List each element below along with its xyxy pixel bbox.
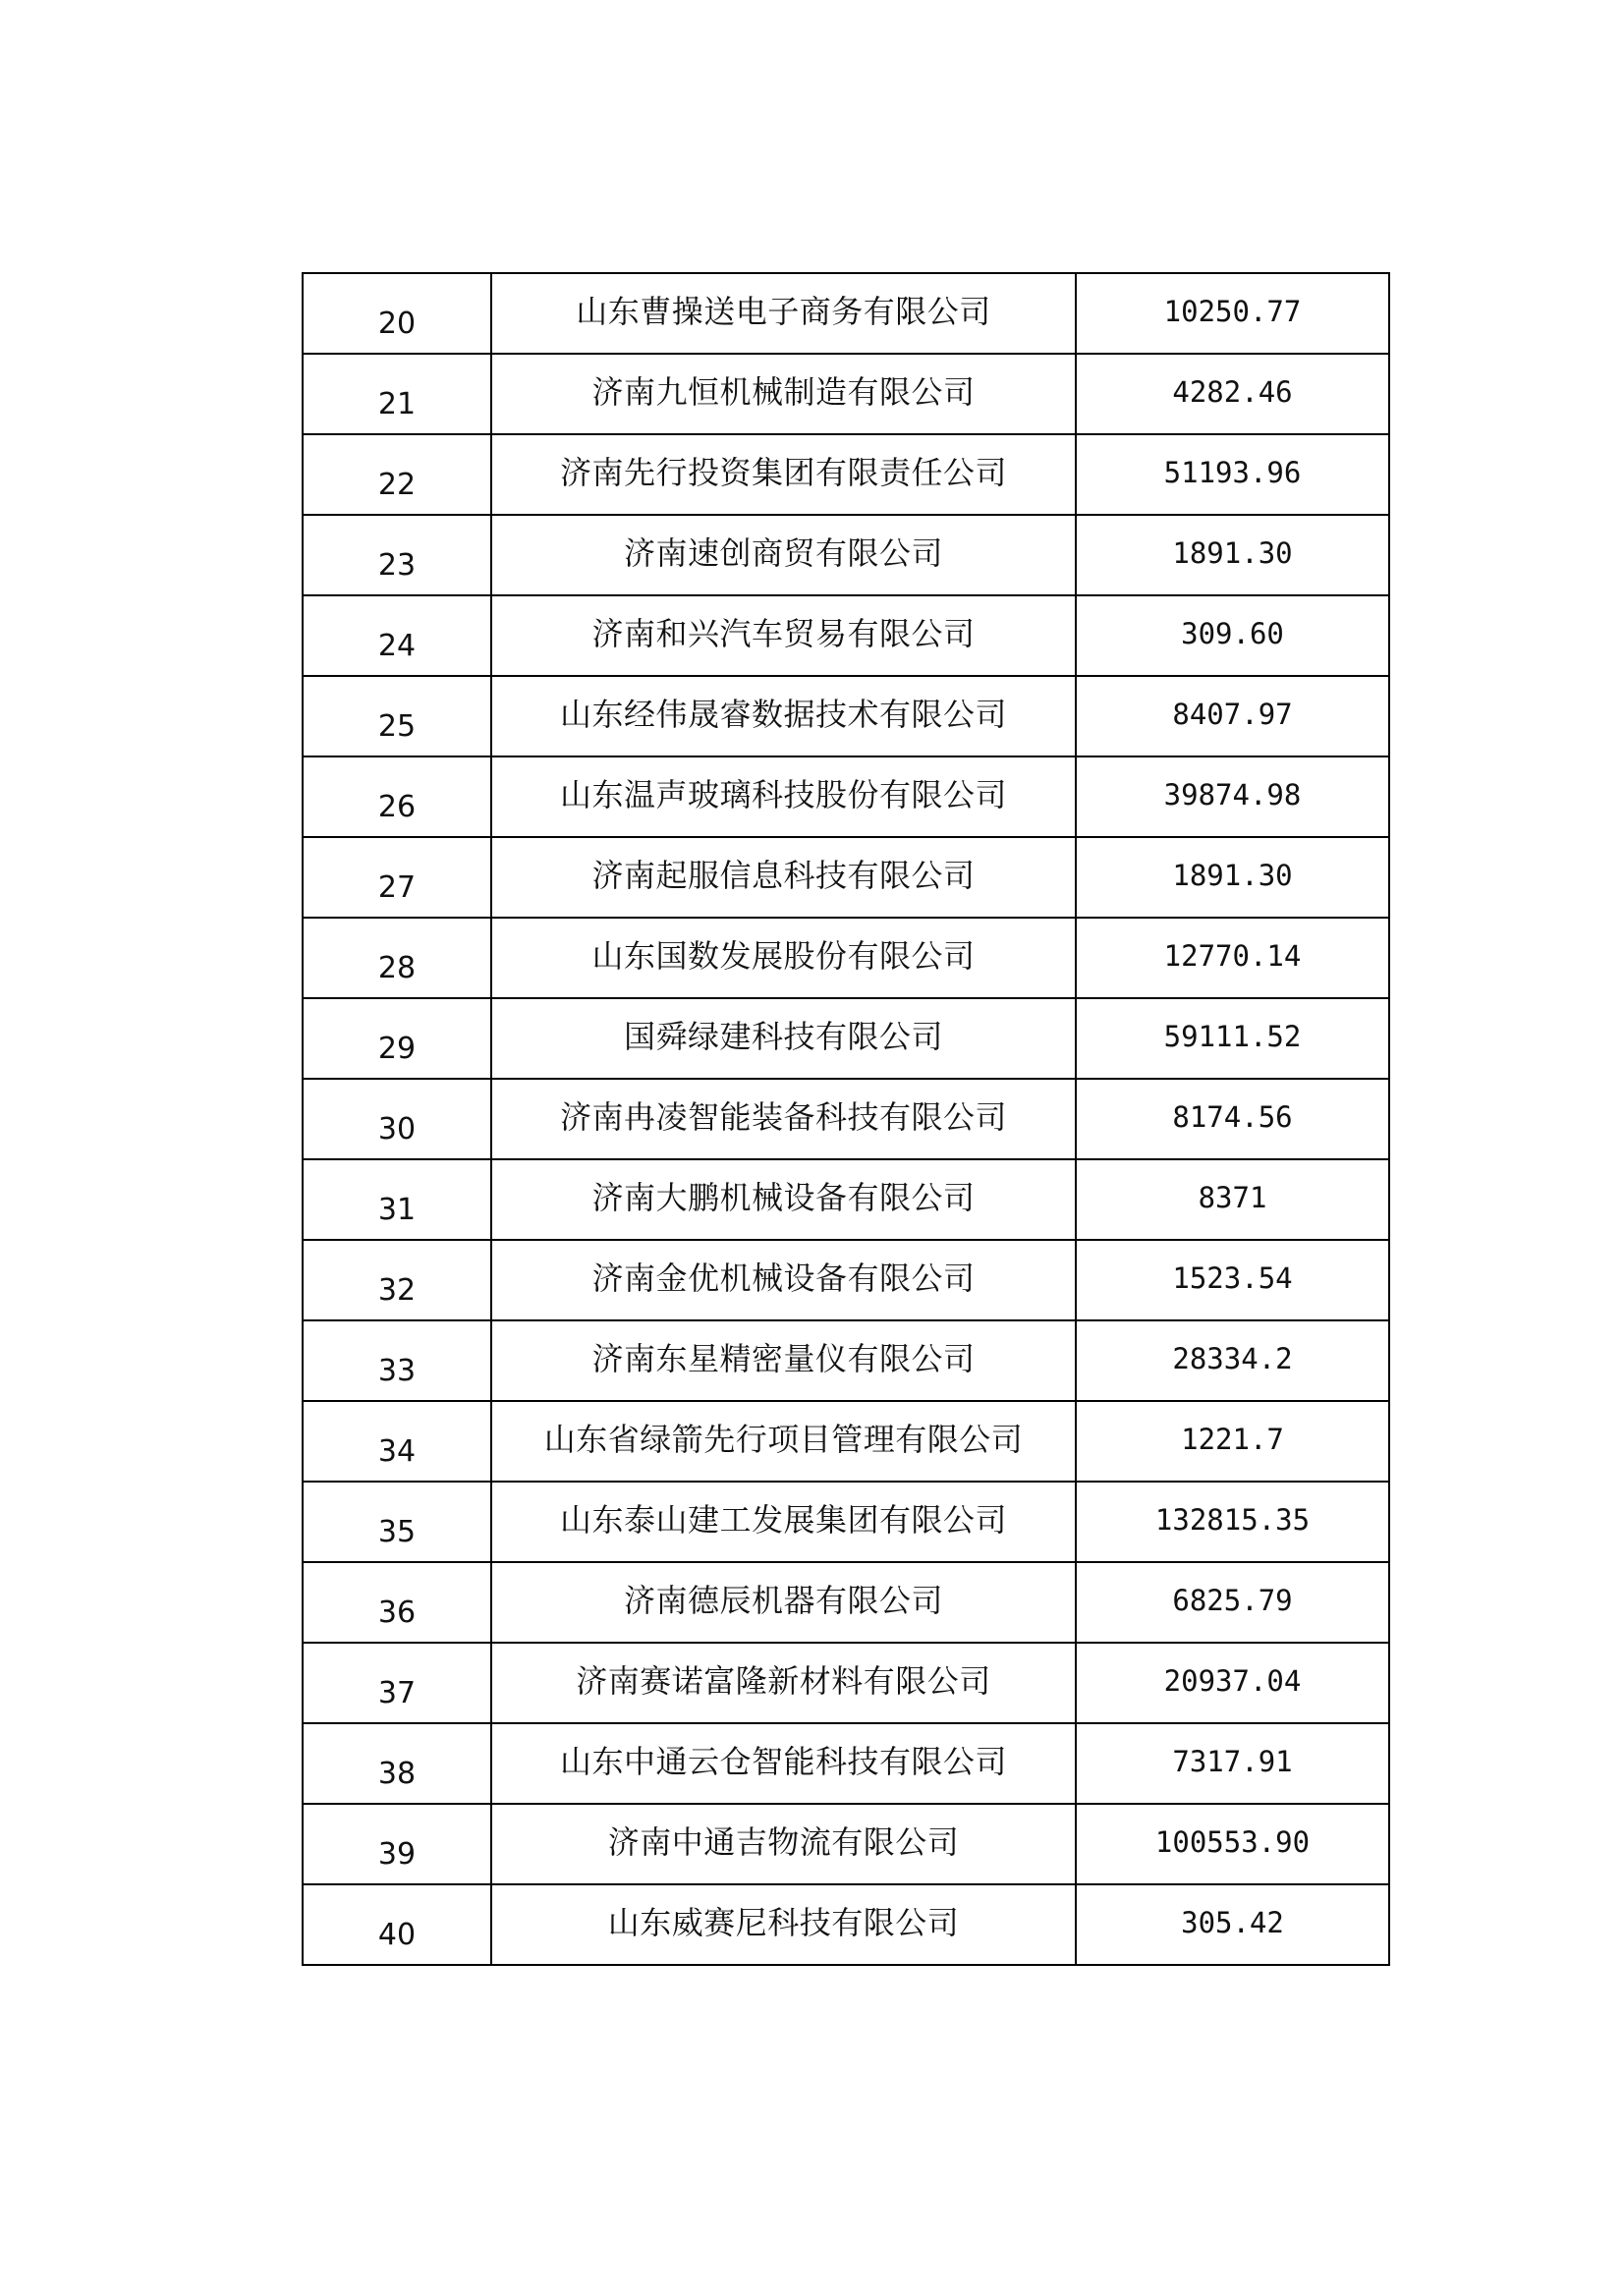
row-index-text: 33 — [377, 1353, 417, 1388]
value-text: 100553.90 — [1154, 1824, 1311, 1859]
value-cell — [1076, 595, 1389, 676]
row-index-text: 37 — [377, 1675, 417, 1710]
company-name-text: 济南起服信息科技有限公司 — [591, 856, 976, 894]
value-text: 39874.98 — [1163, 777, 1302, 812]
table-row — [303, 354, 1389, 434]
company-name-text: 济南金优机械设备有限公司 — [591, 1259, 976, 1297]
value-text: 20937.04 — [1163, 1663, 1302, 1698]
row-index-text: 24 — [377, 628, 417, 663]
row-index-cell — [303, 1240, 491, 1320]
table-row — [303, 1723, 1389, 1804]
row-index-cell — [303, 1643, 491, 1723]
value-cell — [1076, 1884, 1389, 1965]
table-row — [303, 1159, 1389, 1240]
company-name-cell — [491, 1240, 1076, 1320]
value-cell — [1076, 434, 1389, 515]
value-text: 12770.14 — [1163, 938, 1302, 973]
table-row — [303, 1320, 1389, 1401]
company-name-cell — [491, 1401, 1076, 1482]
company-name-text: 济南和兴汽车贸易有限公司 — [591, 614, 976, 652]
table-row — [303, 1562, 1389, 1643]
value-cell — [1076, 1240, 1389, 1320]
value-cell — [1076, 998, 1389, 1079]
row-index-cell — [303, 1401, 491, 1482]
company-name-text: 山东中通云仓智能科技有限公司 — [559, 1742, 1007, 1780]
row-index-cell — [303, 1723, 491, 1804]
table-row — [303, 1804, 1389, 1884]
row-index-text: 20 — [377, 306, 417, 341]
company-name-cell — [491, 273, 1076, 354]
company-value-table — [302, 272, 1390, 1966]
row-index-cell — [303, 1562, 491, 1643]
value-text: 59111.52 — [1163, 1019, 1302, 1053]
value-cell — [1076, 918, 1389, 998]
table-row — [303, 1482, 1389, 1562]
company-name-cell — [491, 918, 1076, 998]
row-index-text: 23 — [377, 547, 417, 583]
company-name-cell — [491, 756, 1076, 837]
company-name-cell — [491, 1079, 1076, 1159]
company-name-text: 山东省绿箭先行项目管理有限公司 — [543, 1420, 1024, 1458]
company-name-cell — [491, 1562, 1076, 1643]
value-text: 309.60 — [1181, 616, 1284, 650]
row-index-text: 32 — [377, 1272, 417, 1308]
row-index-cell — [303, 1884, 491, 1965]
company-name-cell — [491, 998, 1076, 1079]
table-row — [303, 998, 1389, 1079]
value-cell — [1076, 1320, 1389, 1401]
value-text: 8174.56 — [1172, 1099, 1293, 1134]
company-name-cell — [491, 837, 1076, 918]
company-name-cell — [491, 515, 1076, 595]
company-name-cell — [491, 1643, 1076, 1723]
value-text: 4282.46 — [1172, 374, 1293, 409]
table-row — [303, 837, 1389, 918]
value-cell — [1076, 515, 1389, 595]
row-index-cell — [303, 837, 491, 918]
row-index-text: 25 — [377, 708, 417, 744]
row-index-cell — [303, 515, 491, 595]
company-name-text: 济南速创商贸有限公司 — [623, 533, 943, 572]
value-cell — [1076, 1643, 1389, 1723]
company-name-text: 济南九恒机械制造有限公司 — [591, 372, 976, 411]
value-text: 1891.30 — [1172, 535, 1293, 570]
table-row — [303, 273, 1389, 354]
company-name-text: 济南冉凌智能装备科技有限公司 — [559, 1097, 1007, 1136]
company-name-cell — [491, 676, 1076, 756]
company-name-text: 济南中通吉物流有限公司 — [607, 1822, 960, 1861]
company-name-text: 山东泰山建工发展集团有限公司 — [559, 1500, 1007, 1539]
table-row — [303, 434, 1389, 515]
value-text: 305.42 — [1181, 1905, 1284, 1939]
value-cell — [1076, 273, 1389, 354]
table-row — [303, 1079, 1389, 1159]
value-cell — [1076, 676, 1389, 756]
company-name-text: 济南赛诺富隆新材料有限公司 — [576, 1661, 991, 1700]
value-text: 28334.2 — [1172, 1341, 1293, 1375]
company-name-cell — [491, 1884, 1076, 1965]
row-index-text: 28 — [377, 950, 417, 985]
row-index-cell — [303, 1320, 491, 1401]
company-name-cell — [491, 354, 1076, 434]
row-index-cell — [303, 1079, 491, 1159]
row-index-cell — [303, 918, 491, 998]
row-index-cell — [303, 1482, 491, 1562]
value-text: 10250.77 — [1163, 294, 1302, 328]
value-cell — [1076, 1804, 1389, 1884]
row-index-text: 34 — [377, 1433, 417, 1469]
row-index-text: 40 — [377, 1917, 417, 1952]
company-name-cell — [491, 1159, 1076, 1240]
company-name-text: 山东威赛尼科技有限公司 — [607, 1903, 960, 1941]
row-index-text: 22 — [377, 467, 417, 502]
row-index-cell — [303, 273, 491, 354]
value-cell — [1076, 1482, 1389, 1562]
value-text: 1221.7 — [1181, 1422, 1284, 1456]
row-index-text: 27 — [377, 869, 417, 905]
row-index-cell — [303, 354, 491, 434]
value-text: 51193.96 — [1163, 455, 1302, 489]
row-index-cell — [303, 434, 491, 515]
value-cell — [1076, 1401, 1389, 1482]
row-index-cell — [303, 676, 491, 756]
company-name-cell — [491, 1723, 1076, 1804]
company-name-text: 山东曹操送电子商务有限公司 — [576, 292, 991, 330]
company-name-text: 济南东星精密量仪有限公司 — [591, 1339, 976, 1377]
company-name-text: 济南大鹏机械设备有限公司 — [591, 1178, 976, 1216]
value-text: 132815.35 — [1154, 1502, 1311, 1537]
company-name-text: 山东经伟晟睿数据技术有限公司 — [559, 695, 1007, 733]
company-name-cell — [491, 1804, 1076, 1884]
row-index-text: 38 — [377, 1756, 417, 1791]
table-row — [303, 756, 1389, 837]
value-cell — [1076, 354, 1389, 434]
row-index-cell — [303, 756, 491, 837]
value-cell — [1076, 1723, 1389, 1804]
value-text: 6825.79 — [1172, 1583, 1293, 1617]
row-index-text: 30 — [377, 1111, 417, 1147]
company-name-text: 济南先行投资集团有限责任公司 — [559, 453, 1007, 491]
table-row — [303, 595, 1389, 676]
table-row — [303, 1884, 1389, 1965]
row-index-cell — [303, 595, 491, 676]
row-index-text: 39 — [377, 1836, 417, 1872]
value-text: 8407.97 — [1172, 697, 1293, 731]
value-text: 8371 — [1198, 1180, 1267, 1214]
company-name-text: 国舜绿建科技有限公司 — [623, 1017, 943, 1055]
table-row — [303, 676, 1389, 756]
company-name-text: 山东国数发展股份有限公司 — [591, 936, 976, 975]
table-body — [303, 273, 1389, 1965]
company-name-cell — [491, 595, 1076, 676]
row-index-text: 35 — [377, 1514, 417, 1549]
row-index-cell — [303, 998, 491, 1079]
row-index-text: 26 — [377, 789, 417, 824]
value-cell — [1076, 756, 1389, 837]
company-name-text: 山东温声玻璃科技股份有限公司 — [559, 775, 1007, 813]
value-cell — [1076, 1159, 1389, 1240]
company-name-cell — [491, 434, 1076, 515]
table-row — [303, 515, 1389, 595]
table-row — [303, 1401, 1389, 1482]
value-text: 1891.30 — [1172, 858, 1293, 892]
value-text: 1523.54 — [1172, 1260, 1293, 1295]
row-index-text: 29 — [377, 1031, 417, 1066]
value-cell — [1076, 1079, 1389, 1159]
row-index-text: 21 — [377, 386, 417, 421]
row-index-text: 36 — [377, 1595, 417, 1630]
company-name-text: 济南德辰机器有限公司 — [623, 1581, 943, 1619]
value-text: 7317.91 — [1172, 1744, 1293, 1778]
value-cell — [1076, 1562, 1389, 1643]
row-index-cell — [303, 1804, 491, 1884]
value-cell — [1076, 837, 1389, 918]
table-row — [303, 1240, 1389, 1320]
row-index-text: 31 — [377, 1192, 417, 1227]
table-row — [303, 1643, 1389, 1723]
company-name-cell — [491, 1320, 1076, 1401]
company-name-cell — [491, 1482, 1076, 1562]
row-index-cell — [303, 1159, 491, 1240]
table-row — [303, 918, 1389, 998]
